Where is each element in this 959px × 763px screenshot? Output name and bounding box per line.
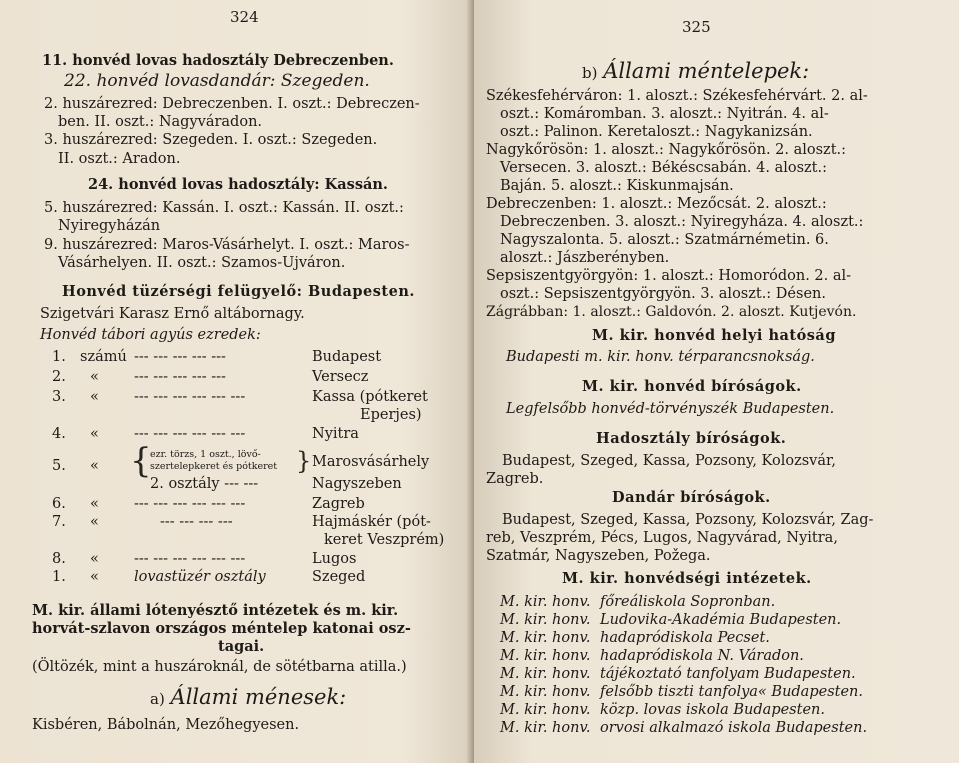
text-line: 2. huszárezred: Debreczenben. I. oszt.: Debreczen- [44,96,420,112]
institute-prefix: M. kir. honv. [500,702,591,718]
regiment-num: 5. [52,458,66,474]
institute-prefix: M. kir. honv. [500,612,591,628]
right-brace: } [296,447,312,475]
heading-24-division: 24. honvéd lovas hadosztály: Kassán. [88,176,388,193]
text-line: 3. huszárezred: Szegeden. I. oszt.: Szegeden. [44,132,378,148]
page-number-left: 324 [230,8,259,26]
institute-prefix: M. kir. honv. [500,594,591,610]
institute-item: felsőbb tiszti tanfolya« Budapesten. [600,684,863,700]
regiment-num: 6. [52,496,66,512]
text-line: 9. huszárezred: Maros-Vásárhelyt. I. oszt.: Maros- [44,237,410,253]
leader-dots: --- --- --- --- --- --- [134,551,246,567]
regiment-label: « [90,569,99,585]
text-line: oszt.: Sepsiszentgyörgyön. 3. aloszt.: Désen. [500,286,826,302]
regiment-label: « [90,426,99,442]
regiment-label: « [90,496,99,512]
heading-local-authority: M. kir. honvéd helyi hatóság [592,327,836,344]
regiment-name: lovastüzér osztály [134,569,266,585]
regiment-num: 4. [52,426,66,442]
regiment-5-detail: szertelepkeret és pótkeret [150,461,278,472]
regiment-city: Nagyszeben [312,476,402,492]
section-b-label: b) Állami méntelepek: [582,59,810,83]
leader-dots: --- --- --- --- --- --- [134,426,246,442]
leader-dots: --- --- --- --- [160,514,233,530]
regiment-label: « [90,551,99,567]
leader-dots: --- --- --- --- --- [134,349,226,365]
regiment-city: Hajmáskér (pót- [312,514,431,530]
regiment-num: 8. [52,551,66,567]
text-line: Baján. 5. aloszt.: Kiskunmajsán. [500,178,734,194]
text-line: Kisbéren, Bábolnán, Mezőhegyesen. [32,717,300,733]
text-line: ben. II. oszt.: Nagyváradon. [58,114,263,130]
subheading: Budapesti m. kir. honv. térparancsnokság. [506,349,815,365]
institute-item: hadapródiskola N. Váradon. [600,648,804,664]
institute-item: közp. lovas iskola Budapesten. [600,702,825,718]
text-line: Zágrábban: 1. aloszt.: Galdovón. 2. aloszt. Kutjevón. [486,304,857,320]
institute-item: Ludovika-Akadémia Budapesten. [600,612,842,628]
heading-stud-institutes: horvát-szlavon országos méntelep katonai osz- [32,620,411,637]
regiment-city: Kassa (pótkeret [312,389,428,405]
text-line: Nyiregyházán [58,218,161,234]
leader-dots: --- --- --- --- --- --- [134,496,246,512]
institute-item: tájékoztató tanfolyam Budapesten. [600,666,856,682]
text-line: 5. huszárezred: Kassán. I. oszt.: Kassán. II. oszt.: [44,200,404,216]
text-line: reb, Veszprém, Pécs, Lugos, Nagyvárad, Nyitra, [486,530,838,546]
section-a-label: a) Állami ménesek: [150,685,347,709]
text-line: oszt.: Palinon. Keretaloszt.: Nagykanizsán. [500,124,813,140]
leader-dots: --- --- --- --- --- [134,369,226,385]
heading-stud-institutes: tagai. [218,638,265,655]
regiment-city: Lugos [312,551,357,567]
text-line: Székesfehérváron: 1. aloszt.: Székesfehérvárt. 2. al- [486,88,868,104]
uniform-note: (Öltözék, mint a huszároknál, de sötétbarna atilla.) [32,659,407,675]
regiment-num: 3. [52,389,66,405]
regiment-5-detail: ezr. törzs, 1 oszt., lövő- [150,449,261,460]
text-line: Vásárhelyen. II. oszt.: Szamos-Ujváron. [58,255,346,271]
text-line: Debreczenben: 1. aloszt.: Mezőcsát. 2. aloszt.: [486,196,827,212]
institute-prefix: M. kir. honv. [500,630,591,646]
regiment-label: « [90,389,99,405]
text-line: oszt.: Komáromban. 3. aloszt.: Nyitrán. 4. al- [500,106,829,122]
text-line: Budapest, Szeged, Kassa, Pozsony, Kolozsvár, [502,453,836,469]
institute-prefix: M. kir. honv. [500,666,591,682]
regiment-num: 1. [52,569,66,585]
institute-prefix: M. kir. honv. [500,648,591,664]
institute-prefix: M. kir. honv. [500,684,591,700]
regiment-num: 2. [52,369,66,385]
heading-11-division: 11. honvéd lovas hadosztály Debreczenben. [42,52,394,69]
text-line: Szigetvári Karasz Ernő altábornagy. [40,306,305,322]
regiment-city: Versecz [312,369,369,385]
regiment-label: számú [80,349,127,365]
regiment-label: « [90,458,99,474]
text-line: Szatmár, Nagyszeben, Požega. [486,548,711,564]
regiment-city: Szeged [312,569,366,585]
heading-stud-institutes: M. kir. állami lótenyésztő intézetek és m. kir. [32,602,399,619]
institute-item: hadapródiskola Pecset. [600,630,770,646]
page-number-right: 325 [682,18,711,36]
text-line: Debreczenben. 3. aloszt.: Nyiregyháza. 4. aloszt.: [500,214,864,230]
heading-22-brigade: 22. honvéd lovasdandár: Szegeden. [64,71,370,91]
regiment-num: 1. [52,349,66,365]
regiment-label: « [90,514,99,530]
heading-artillery-inspector: Honvéd tüzérségi felügyelő: Budapesten. [62,283,415,300]
heading-courts: M. kir. honvéd bíróságok. [582,378,802,395]
text-line: Nagyszalonta. 5. aloszt.: Szatmárnémetin. 6. [500,232,829,248]
institute-item: orvosi alkalmazó iskola Budapesten. [600,720,868,736]
heading-brigade-courts: Dandár bíróságok. [612,489,771,506]
right-page [474,0,959,763]
text-line: Budapest, Szeged, Kassa, Pozsony, Kolozsvár, Zag- [502,512,874,528]
subheading-field-regiments: Honvéd tábori agyús ezredek: [40,327,261,343]
left-page [0,0,474,763]
heading-division-courts: Hadosztály bíróságok. [596,430,787,447]
left-brace: { [130,441,152,481]
text-line: Sepsiszentgyörgyön: 1. aloszt.: Homoródon. 2. al- [486,268,852,284]
institute-item: főreáliskola Sopronban. [600,594,776,610]
regiment-city-cont: Eperjes) [360,407,422,423]
regiment-city: Marosvásárhely [312,454,430,470]
text-line: Zagreb. [486,471,544,487]
text-line: II. oszt.: Aradon. [58,151,181,167]
heading-institutes: M. kir. honvédségi intézetek. [562,570,812,587]
regiment-city: Nyitra [312,426,359,442]
regiment-label: « [90,369,99,385]
regiment-city-cont: keret Veszprém) [324,532,445,548]
text-line: Versecen. 3. aloszt.: Békéscsabán. 4. aloszt.: [500,160,827,176]
leader-dots: --- --- --- --- --- --- [134,389,246,405]
regiment-city: Budapest [312,349,382,365]
regiment-city: Zagreb [312,496,365,512]
regiment-5-detail: 2. osztály --- --- [150,476,259,492]
institute-prefix: M. kir. honv. [500,720,591,736]
subheading: Legfelsőbb honvéd-törvényszék Budapesten. [506,401,835,417]
text-line: Nagykőrösön: 1. aloszt.: Nagykőrösön. 2. aloszt.: [486,142,847,158]
text-line: aloszt.: Jászberényben. [500,250,670,266]
regiment-num: 7. [52,514,66,530]
